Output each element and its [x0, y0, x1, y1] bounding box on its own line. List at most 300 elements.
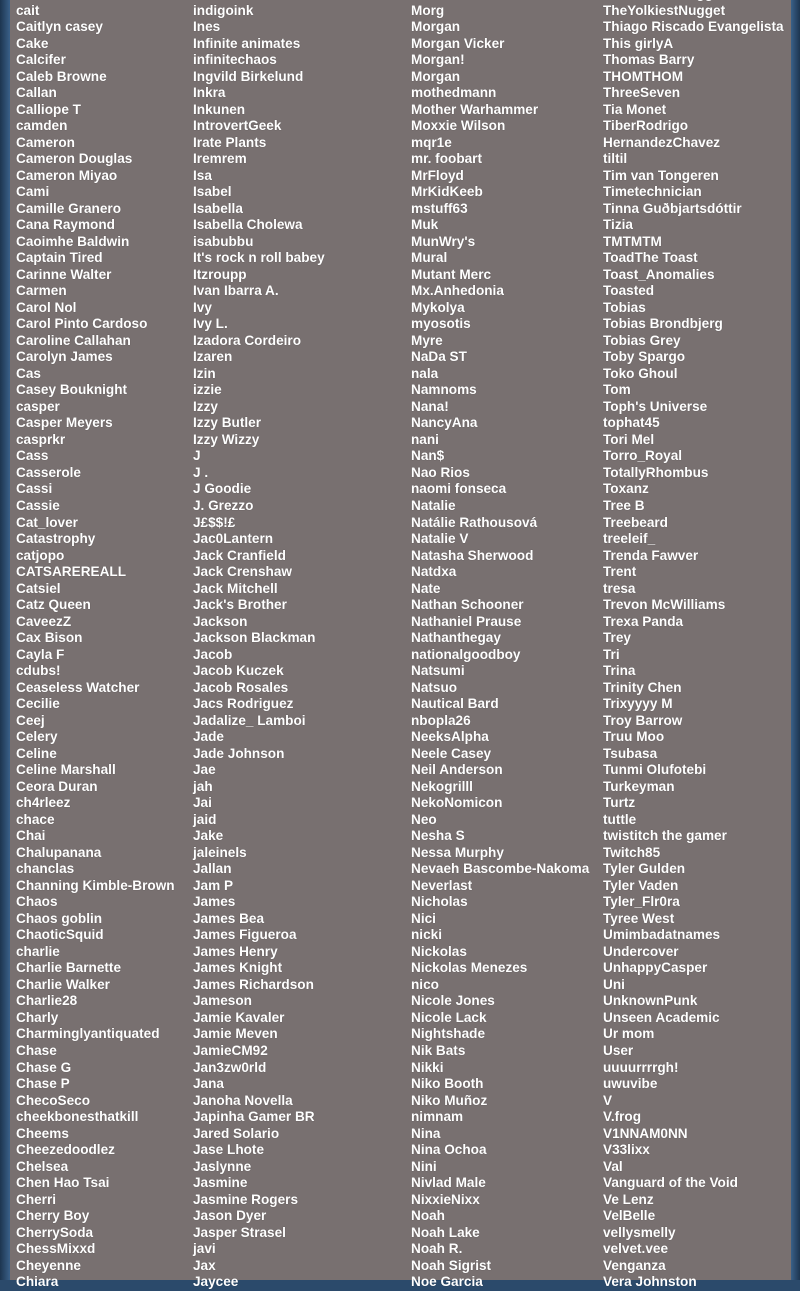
credit-name: J. Grezzo	[193, 497, 254, 513]
credit-name: Ingvild Birkelund	[193, 68, 304, 84]
credit-name: tuttle	[603, 811, 637, 827]
credit-name: Izzy Butler	[193, 415, 261, 431]
credit-name: Jasmine Rogers	[193, 1191, 299, 1207]
credit-name: Cami	[16, 184, 50, 200]
credit-name: Izadora Cordeiro	[193, 332, 302, 348]
credit-name: uwuvibe	[603, 1076, 658, 1092]
credit-name: Umimbadatnames	[603, 927, 721, 943]
credit-name: V.frog	[603, 1109, 642, 1125]
credit-name: Tom	[603, 382, 631, 398]
credit-name: Cameron	[16, 134, 75, 150]
credit-name: TMTMTM	[603, 233, 662, 249]
credit-name: Nickolas	[411, 943, 467, 959]
credit-name: Natálie Rathousová	[411, 514, 538, 530]
credit-name: Jae	[193, 762, 216, 778]
credit-name: Niko Muñoz	[411, 1092, 488, 1108]
credit-name: casprkr	[16, 431, 66, 447]
credit-name: Tsubasa	[603, 745, 658, 761]
credit-name: Nao Rios	[411, 464, 470, 480]
credit-name: Myre	[411, 332, 443, 348]
credit-name: Niko Booth	[411, 1076, 484, 1092]
credit-name: Jamie Kavaler	[193, 1009, 285, 1025]
credit-name: Nathanthegay	[411, 630, 501, 646]
credit-name: ThreeSeven	[603, 85, 681, 101]
credit-name: Ur mom	[603, 1026, 655, 1042]
credit-name: myosotis	[411, 316, 471, 332]
credit-name: Cayla F	[16, 646, 65, 662]
credit-name: Jack's Brother	[193, 597, 287, 613]
credit-name: Charlie Walker	[16, 976, 110, 992]
credit-name: Neil Anderson	[411, 762, 503, 778]
credit-name: Catastrophy	[16, 531, 96, 547]
credit-name: ChecoSeco	[16, 1092, 91, 1108]
credit-name: Calliope T	[16, 101, 81, 117]
credit-name: Charlie Barnette	[16, 960, 122, 976]
credit-name: Celine Marshall	[16, 762, 116, 778]
credit-name: Jadalize_ Lamboi	[193, 712, 306, 728]
credit-name: Jacob	[193, 646, 233, 662]
credit-name: Isabella Cholewa	[193, 217, 303, 233]
credit-name: Camille Granero	[16, 200, 122, 216]
credit-name: Jacob Rosales	[193, 679, 289, 695]
credit-name: Toby Spargo	[603, 349, 686, 365]
credit-name: NancyAna	[411, 415, 478, 431]
credit-name: Casey Bouknight	[16, 382, 128, 398]
credit-name: Jade	[193, 729, 224, 745]
credit-name: Neele Casey	[411, 745, 492, 761]
credit-name: Neo	[411, 811, 437, 827]
credit-name: Jamie Meven	[193, 1026, 278, 1042]
credit-name: MrKidKeeb	[411, 184, 483, 200]
credit-name: Nici	[411, 910, 436, 926]
credit-name: izzie	[193, 382, 222, 398]
credit-name: Nini	[411, 1158, 437, 1174]
credit-name: cheekbonesthatkill	[16, 1109, 139, 1125]
credit-name: Izzy Wizzy	[193, 431, 260, 447]
credit-name: Jake	[193, 828, 224, 844]
credit-name: Cassi	[16, 481, 53, 497]
credit-name: J£$$!£	[193, 514, 236, 530]
credit-name: TheYolkiestNugget	[603, 2, 726, 18]
credit-name: Twitch85	[603, 844, 661, 860]
credit-name: Jallan	[193, 861, 232, 877]
credit-name: Nicholas	[411, 894, 468, 910]
credit-name: nimnam	[411, 1109, 464, 1125]
credit-name: Tinna Guðbjartsdóttir	[603, 200, 742, 216]
credit-name: MunWry's	[411, 233, 476, 249]
credit-name: Jac0Lantern	[193, 531, 274, 547]
credit-name: Noah Lake	[411, 1224, 480, 1240]
credit-name: Thomas Barry	[603, 52, 695, 68]
credit-name: IntrovertGeek	[193, 118, 282, 134]
credit-name: Calcifer	[16, 52, 66, 68]
credit-name: chanclas	[16, 861, 75, 877]
credit-name: Muk	[411, 217, 439, 233]
credit-name: James Henry	[193, 943, 278, 959]
credit-name: Trixyyyy M	[603, 696, 673, 712]
credit-name: Jacs Rodriguez	[193, 696, 294, 712]
credit-name: Jase Lhote	[193, 1142, 265, 1158]
credit-name: Chase	[16, 1043, 57, 1058]
credit-name: Cherry Boy	[16, 1208, 90, 1224]
credit-name: Tobias	[603, 299, 646, 315]
credit-name: Chaos	[16, 894, 58, 910]
credit-name: jah	[193, 778, 213, 794]
credit-name: NeeksAlpha	[411, 729, 489, 745]
credit-name: Nathan Schooner	[411, 597, 524, 613]
credit-name: Nightshade	[411, 1026, 486, 1042]
credit-name: Ve Lenz	[603, 1191, 654, 1207]
credit-name: chace	[16, 811, 55, 827]
credit-name: Unseen Academic	[603, 1009, 720, 1025]
credit-name: Nan$	[411, 448, 445, 464]
credit-name: Carol Pinto Cardoso	[16, 316, 148, 332]
credit-name: catjopo	[16, 547, 65, 563]
credit-name: Noah	[411, 1208, 445, 1224]
credit-name: Caleb Browne	[16, 68, 107, 84]
credit-name: Ceora Duran	[16, 778, 98, 794]
credit-name: James	[193, 894, 236, 910]
credit-name: Isabel	[193, 184, 232, 200]
credit-name: Cake	[16, 35, 49, 51]
credit-name: Trey	[603, 630, 631, 646]
credit-name: Chen Hao Tsai	[16, 1175, 110, 1191]
credit-name: Cax Bison	[16, 630, 83, 646]
credit-name: Ines	[193, 19, 221, 35]
credit-name: Tyler Vaden	[603, 877, 679, 893]
credit-name: Nicole Lack	[411, 1009, 487, 1025]
credit-name: ch4rleez	[16, 795, 71, 811]
credit-name: charlie	[16, 943, 60, 959]
credit-name: Uni	[603, 976, 625, 992]
credit-name: James Knight	[193, 960, 283, 976]
credit-name: Inkunen	[193, 101, 246, 117]
credits-column-4	[603, 0, 784, 1291]
credit-name: Nickolas Menezes	[411, 960, 528, 976]
credit-name: nationalgoodboy	[411, 646, 521, 662]
credit-name: NekoNomicon	[411, 795, 503, 811]
credit-name: tiltil	[603, 151, 628, 167]
credit-name: jaleinels	[193, 844, 247, 860]
credit-name: Tobias Grey	[603, 332, 681, 348]
credit-name: Jan3zw0rld	[193, 1059, 267, 1075]
credit-name: Nate	[411, 580, 441, 596]
credit-name: Morgan Vicker	[411, 35, 505, 51]
credit-name: V	[603, 1092, 613, 1108]
credit-name: nicki	[411, 927, 442, 943]
credit-name: mr. foobart	[411, 151, 482, 167]
credit-name: jaid	[193, 811, 217, 827]
credit-name: Moxxie Wilson	[411, 118, 506, 134]
credit-name: Charlie28	[16, 993, 78, 1009]
credits-column-2	[193, 0, 325, 1291]
credit-name: Cass	[16, 448, 49, 464]
credit-name: It's rock n roll babey	[193, 250, 325, 266]
credit-name: Ceej	[16, 712, 45, 728]
credit-name: Jade Johnson	[193, 745, 285, 761]
credit-name: Namnoms	[411, 382, 477, 398]
credit-name: Turtz	[603, 795, 636, 811]
credit-name: Noah Sigrist	[411, 1257, 492, 1273]
credit-name: tresa	[603, 580, 636, 596]
credit-name: Mykolya	[411, 299, 465, 315]
credit-name: Carol Nol	[16, 299, 77, 315]
credit-name: Cheezedoodlez	[16, 1142, 115, 1158]
credit-name: Jackson Blackman	[193, 630, 316, 646]
credit-name: Isabella	[193, 200, 243, 216]
credit-name: Izin	[193, 365, 216, 381]
credit-name: Celery	[16, 729, 58, 745]
credit-name: Toph's Universe	[603, 398, 708, 414]
credit-name: Jaslynne	[193, 1158, 252, 1174]
credit-name: UnknownPunk	[603, 993, 698, 1009]
credit-name: ChessMixxd	[16, 1241, 96, 1257]
credit-name: vellysmelly	[603, 1224, 676, 1240]
credit-name: nani	[411, 431, 439, 447]
credit-name: Toasted	[603, 283, 655, 299]
credit-name: Chalupanana	[16, 844, 102, 860]
credit-name: Nina Ochoa	[411, 1142, 487, 1158]
credit-name: Nikki	[411, 1059, 444, 1075]
credit-name: Cameron Miyao	[16, 167, 118, 183]
credits-column-3	[411, 0, 589, 1291]
credit-name: Tyler Gulden	[603, 861, 686, 877]
credit-name: Natasha Sherwood	[411, 547, 534, 563]
credit-name: V1NNAM0NN	[603, 1125, 688, 1141]
credit-name: Thiago Riscado Evangelista	[603, 19, 784, 35]
credit-name: NaDa ST	[411, 349, 467, 365]
credit-name: Chelsea	[16, 1158, 69, 1174]
left-frame-border	[0, 0, 10, 1280]
credit-name: Tizia	[603, 217, 633, 233]
credit-name: Toxanz	[603, 481, 649, 497]
credits-panel[interactable]	[10, 0, 791, 1290]
credit-name: Chase P	[16, 1076, 70, 1092]
credit-name: Tunmi Olufotebi	[603, 762, 707, 778]
credit-name: mothedmann	[411, 85, 497, 101]
credit-name: Toast_Anomalies	[603, 266, 715, 282]
credit-name: Japinha Gamer BR	[193, 1109, 315, 1125]
credit-name: ToadThe Toast	[603, 250, 698, 266]
credit-name: Treebeard	[603, 514, 668, 530]
credit-name: Jana	[193, 1076, 224, 1092]
credit-name: Casserole	[16, 464, 81, 480]
credit-name: uuuurrrrgh!	[603, 1059, 679, 1075]
credit-name: Nesha S	[411, 828, 465, 844]
credit-name: Tori Mel	[603, 431, 655, 447]
credit-name: HernandezChavez	[603, 134, 721, 150]
credit-name: javi	[193, 1241, 216, 1257]
credit-name: Channing Kimble-Brown	[16, 877, 175, 893]
credit-name: Nicole Jones	[411, 993, 495, 1009]
credit-name: Jameson	[193, 993, 252, 1009]
credit-name: Chai	[16, 828, 46, 844]
credit-name: Tree B	[603, 497, 645, 513]
credit-name: Morgan!	[411, 52, 465, 68]
credit-name: cdubs!	[16, 663, 61, 679]
credit-name: Nik Bats	[411, 1043, 466, 1058]
credit-name: Tyler_Flr0ra	[603, 894, 680, 910]
credit-name: Janoha Novella	[193, 1092, 293, 1108]
credit-name: mqr1e	[411, 134, 452, 150]
credit-name: Chase G	[16, 1059, 72, 1075]
credit-name: Nekogrilll	[411, 778, 473, 794]
credit-name: isabubbu	[193, 233, 254, 249]
credit-name: Tobias Brondbjerg	[603, 316, 723, 332]
credit-name: Cat_lover	[16, 514, 78, 530]
credit-name: Jai	[193, 795, 212, 811]
credit-name: Morgan	[411, 19, 461, 35]
credit-name: Izzy	[193, 398, 218, 414]
credit-name: nala	[411, 365, 439, 381]
credit-name: Jam P	[193, 877, 234, 893]
credit-name: Natdxa	[411, 564, 457, 580]
credit-name: Jackson	[193, 613, 248, 629]
credit-name: ChaoticSquid	[16, 927, 104, 943]
credit-name: Mutant Merc	[411, 266, 492, 282]
credit-name: cait	[16, 2, 40, 18]
credit-name: Turkeyman	[603, 778, 675, 794]
credit-name: V33lixx	[603, 1142, 650, 1158]
credit-name: Caitlyn casey	[16, 19, 103, 35]
credit-name: Jasmine	[193, 1175, 248, 1191]
credit-name: Mural	[411, 250, 448, 266]
credit-name: Jack Mitchell	[193, 580, 278, 596]
credit-name: MrFloyd	[411, 167, 464, 183]
credit-name: Mx.Anhedonia	[411, 283, 504, 299]
credit-name: Casper Meyers	[16, 415, 113, 431]
credit-name: VelBelle	[603, 1208, 656, 1224]
credit-name: Callan	[16, 85, 57, 101]
credit-name: Jack Cranfield	[193, 547, 286, 563]
credit-name: Infinite animates	[193, 35, 301, 51]
credit-name: J Goodie	[193, 481, 252, 497]
credit-name: Troy Barrow	[603, 712, 683, 728]
credit-name: Trevon McWilliams	[603, 597, 726, 613]
credit-name: Jaycee	[193, 1274, 239, 1290]
credit-name: Trina	[603, 663, 636, 679]
credit-name: Morg	[411, 2, 445, 18]
credit-name: Vanguard of the Void	[603, 1175, 738, 1191]
credit-name: Jack Crenshaw	[193, 564, 292, 580]
credit-name: Ceaseless Watcher	[16, 679, 140, 695]
credit-name: CATSAREREALL	[16, 564, 127, 580]
credit-name: Inkra	[193, 85, 226, 101]
credit-name: Natalie V	[411, 531, 469, 547]
credit-name: Undercover	[603, 943, 679, 959]
credit-name: Nivlad Male	[411, 1175, 486, 1191]
credit-name: Cheyenne	[16, 1257, 81, 1273]
credit-name: tophat45	[603, 415, 660, 431]
credit-name: User	[603, 1043, 634, 1058]
credit-name: nico	[411, 976, 439, 992]
credit-name: Tyree West	[603, 910, 675, 926]
credit-name: indigoink	[193, 2, 254, 18]
credit-name: Catsiel	[16, 580, 61, 596]
credit-name: Trexa Panda	[603, 613, 684, 629]
credit-name: Trenda Fawver	[603, 547, 699, 563]
credit-name: Cheems	[16, 1125, 69, 1141]
credit-name: Natalie	[411, 497, 456, 513]
credit-name: CherrySoda	[16, 1224, 94, 1240]
credit-name: Tim van Tongeren	[603, 167, 719, 183]
credit-name: Noe Garcia	[411, 1274, 483, 1290]
credit-name: infinitechaos	[193, 52, 277, 68]
credit-name: Truu Moo	[603, 729, 665, 745]
credit-name: Nautical Bard	[411, 696, 499, 712]
credit-name: Carinne Walter	[16, 266, 112, 282]
credits-column-1	[16, 0, 175, 1291]
credit-name: UnhappyCasper	[603, 960, 708, 976]
credit-name: Toko Ghoul	[603, 365, 678, 381]
credit-name: mstuff63	[411, 200, 468, 216]
credit-name: CaveezZ	[16, 613, 72, 629]
credit-name: This girlyA	[603, 35, 674, 51]
credit-name: Tri	[603, 646, 620, 662]
credit-name: TiberRodrigo	[603, 118, 689, 134]
credit-name: J .	[193, 464, 209, 480]
credit-name: Trent	[603, 564, 637, 580]
credit-name: Vera Johnston	[603, 1274, 697, 1290]
credit-name: TotallyRhombus	[603, 464, 709, 480]
credit-name: Ivan Ibarra A.	[193, 283, 279, 299]
credit-name: Irate Plants	[193, 134, 267, 150]
credit-name: camden	[16, 118, 68, 134]
credit-name: Caroline Callahan	[16, 332, 131, 348]
credit-name: nbopla26	[411, 712, 471, 728]
credit-name: casper	[16, 398, 60, 414]
credit-name: Charly	[16, 1009, 59, 1025]
credit-name: Itzroupp	[193, 266, 247, 282]
credit-name: Isa	[193, 167, 212, 183]
credit-name: Iremrem	[193, 151, 247, 167]
credit-name: Cherri	[16, 1191, 57, 1207]
credit-name: Nathaniel Prause	[411, 613, 522, 629]
credit-name: Izaren	[193, 349, 233, 365]
credit-name: Catz Queen	[16, 597, 91, 613]
credit-name: Tia Monet	[603, 101, 667, 117]
credit-name: Jax	[193, 1257, 216, 1273]
credit-name: Trinity Chen	[603, 679, 682, 695]
credit-name: Celine	[16, 745, 57, 761]
credit-name: Chiara	[16, 1274, 59, 1290]
credit-name: Natsuo	[411, 679, 458, 695]
credit-name: Cameron Douglas	[16, 151, 133, 167]
credit-name: Ivy	[193, 299, 212, 315]
credit-name: Natsumi	[411, 663, 465, 679]
credit-name: James Figueroa	[193, 927, 297, 943]
credit-name: Caoimhe Baldwin	[16, 233, 130, 249]
credit-name: treeleif_	[603, 531, 656, 547]
credit-name: Carolyn James	[16, 349, 113, 365]
credit-name: JamieCM92	[193, 1043, 268, 1058]
credit-name: Mother Warhammer	[411, 101, 539, 117]
credit-name: Noah R.	[411, 1241, 463, 1257]
credit-name: THOMTHOM	[603, 68, 684, 84]
credit-name: Morgan	[411, 68, 461, 84]
credit-name: velvet.vee	[603, 1241, 669, 1257]
credit-name: Nana!	[411, 398, 449, 414]
credit-name: Timetechnician	[603, 184, 702, 200]
right-frame-border	[791, 0, 800, 1280]
credit-name: twistitch the gamer	[603, 828, 727, 844]
credit-name: Jacob Kuczek	[193, 663, 284, 679]
credit-name: Carmen	[16, 283, 67, 299]
credit-name: Neverlast	[411, 877, 473, 893]
credit-name: Jasper Strasel	[193, 1224, 286, 1240]
credit-name: James Bea	[193, 910, 265, 926]
credit-name: Venganza	[603, 1257, 666, 1273]
